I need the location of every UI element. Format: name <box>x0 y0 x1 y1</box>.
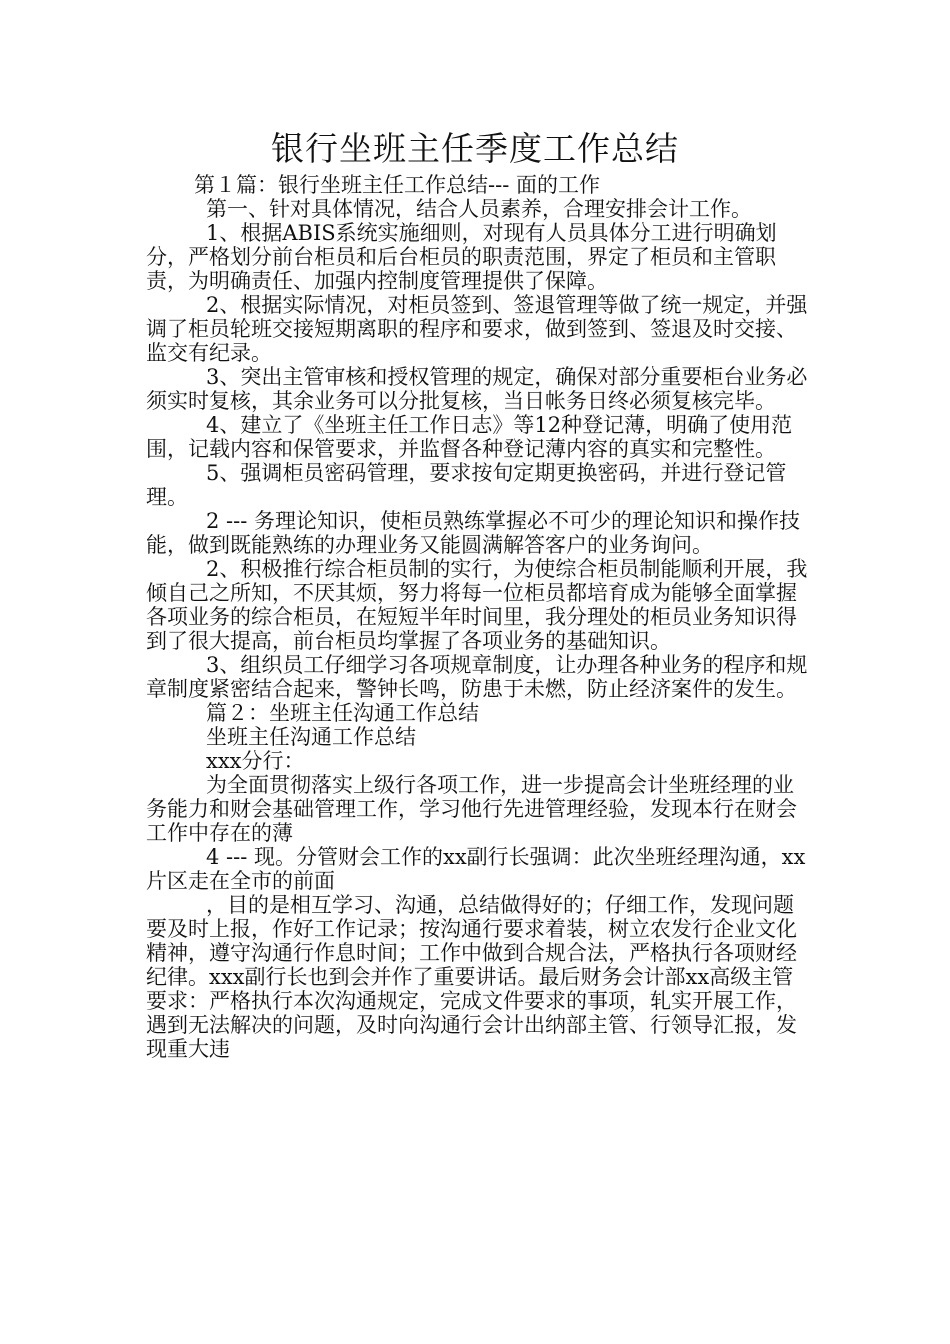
document-paragraph: 2 --- 务理论知识，使柜员熟练掌握必不可少的理论知识和操作技能，做到既能熟练的办理业务又能圆满解答客户的业务询问。 <box>146 509 800 557</box>
document-paragraph: 3、突出主管审核和授权管理的规定，确保对部分重要柜台业务必须实时复核，其余业务可以分批复核，当日帐务日终必须复核完毕。 <box>146 365 808 413</box>
document-body <box>146 173 814 1061</box>
document-paragraph: 为全面贯彻落实上级行各项工作，进一步提高会计坐班经理的业务能力和财会基础管理工作，学习他行先进管理经验，发现本行在财会工作中存在的薄 <box>146 773 797 845</box>
document-paragraph: 篇２：坐班主任沟通工作总结 <box>206 701 479 725</box>
document-paragraph: 4、建立了《坐班主任工作日志》等12种登记薄，明确了使用范围，记载内容和保管要求，并监督各种登记薄内容的真实和完整性。 <box>146 413 793 461</box>
document-paragraph: 4 --- 现。分管财会工作的xx副行长强调：此次坐班经理沟通，xx片区走在全市的前面 <box>146 845 806 893</box>
document-paragraph: 2、积极推行综合柜员制的实行，为使综合柜员制能顺利开展，我倾自己之所知，不厌其烦，努力将每一位柜员都培育成为能够全面掌握各项业务的综合柜员，在短短半年时间里，我分理处的柜员业务知识得到了很大提高，前台柜员均掌握了各项业务的基础知识。 <box>146 557 808 653</box>
document-paragraph: 2、根据实际情况，对柜员签到、签退管理等做了统一规定，并强调了柜员轮班交接短期离职的程序和要求，做到签到、签退及时交接、监交有纪录。 <box>146 293 808 365</box>
document-paragraph: ，目的是相互学习、沟通，总结做得好的；仔细工作，发现问题要及时上报，作好工作记录；按沟通行要求着装，树立农发行企业文化精神，遵守沟通行作息时间；工作中做到合规合法，严格执行各项财经纪律。xxx副行长也到会并作了重要讲话。最后财务会计部xx高级主管要求：严格执行本次沟通规定，完成文件要求的事项，轧实开展工作，遇到无法解决的问题，及时向沟通行会计出纳部主管、行领导汇报，发现重大违 <box>146 893 797 1061</box>
document-paragraph: 3、组织员工仔细学习各项规章制度，让办理各种业务的程序和规章制度紧密结合起来，警钟长鸣，防患于未燃，防止经济案件的发生。 <box>146 653 808 701</box>
document-paragraph: 5、强调柜员密码管理，要求按旬定期更换密码，并进行登记管理。 <box>146 461 787 509</box>
document-paragraph: 坐班主任沟通工作总结 <box>206 725 416 749</box>
section-heading: 第１篇：银行坐班主任工作总结--- 面的工作 <box>194 173 600 197</box>
document-paragraph: 第一、针对具体情况，结合人员素养，合理安排会计工作。 <box>206 197 752 221</box>
document-paragraph: 1、根据ABIS系统实施细则，对现有人员具体分工进行明确划分，严格划分前台柜员和后台柜员的职责范围，界定了柜员和主管职责，为明确责任、加强内控制度管理提供了保障。 <box>146 221 777 293</box>
document-paragraph: xxx分行： <box>206 749 305 773</box>
document-title: 银行坐班主任季度工作总结 <box>271 129 679 168</box>
